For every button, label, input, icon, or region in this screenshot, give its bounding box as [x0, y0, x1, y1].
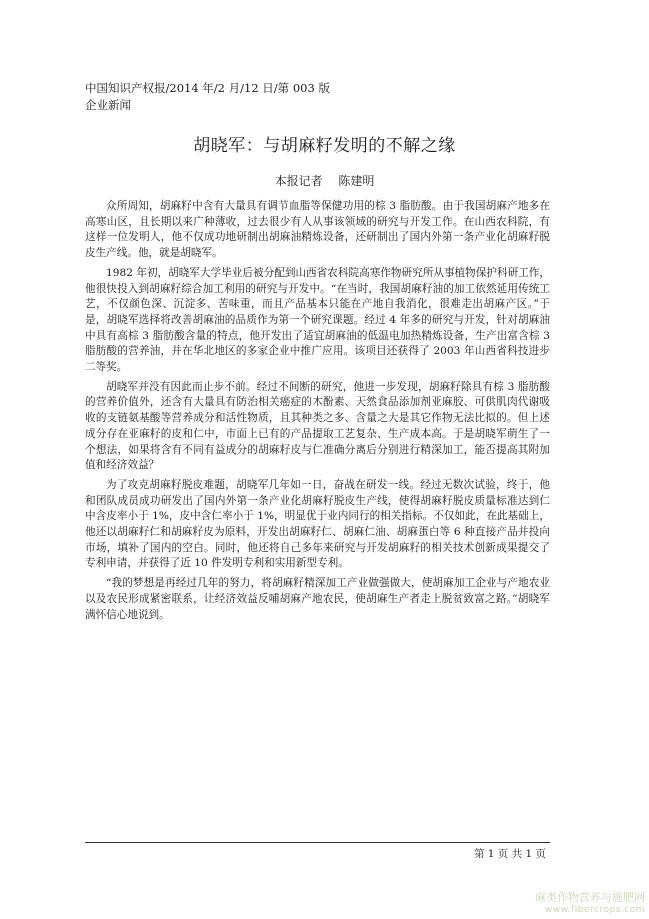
- page-number: 第 1 页 共 1 页: [473, 848, 546, 860]
- paragraph: 1982 年初，胡晓军大学毕业后被分配到山西省农科院高寒作物研究所从事植物保护科研工作，他很快投入到胡麻籽综合加工利用的研究与开发中。“在当时，我国胡麻籽油的加工依然延用传统工艺，不仅颜色深、沉淀多、苦味重，而且产品基本只能在产地自我消化，很难走出胡麻产区。”于是，胡晓军选择将改善胡麻油的品质作为第一个研究课题。经过 4 年多的研究与开发，针对胡麻油中具有高棕 3 脂肪酸含量的特点，他开发出了适宜胡麻油的低温电加热精炼设备，生产出富含棕 3 脂肪酸的营养油，并在华北地区的多家企业中推广应用。该项目还获得了 2003 年山西省科技进步二等奖。: [85, 266, 550, 374]
- watermark-url: www.fibercrops.com: [545, 905, 645, 915]
- publication-line: 中国知识产权报/2014 年/2 月/12 日/第 003 版: [85, 81, 330, 95]
- source-info: [85, 80, 330, 114]
- paragraph: “我的梦想是再经过几年的努力，将胡麻籽精深加工产业做强做大，使胡麻加工企业与产地农业以及农民形成紧密联系，让经济效益反哺胡麻产地农民，使胡麻生产者走上脱贫致富之路。”胡晓军满怀信心地说到。: [85, 577, 550, 621]
- paragraph: 为了攻克胡麻籽脱皮难题，胡晓军几年如一日，奋战在研发一线。经过无数次试验，终于，他和团队成员成功研发出了国内外第一条产业化胡麻籽脱皮生产线，使得胡麻籽脱皮质量标准达到仁中含皮率小于 1%，皮中含仁率小于 1%，明显优于业内同行的相关指标。不仅如此，在此基础上，他还以胡麻籽仁和胡麻籽皮为原料，开发出胡麻籽仁、胡麻仁油、胡麻蛋白等 6 种直接产品并投向市场，填补了国内的空白。同时，他还将自己多年来研究与开发胡麻籽的相关技术创新成果提交了专利申请，并获得了近 10 件发明专利和实用新型专利。: [85, 478, 550, 570]
- paragraph: 胡晓军并没有因此而止步不前。经过不间断的研究，他进一步发现，胡麻籽除具有棕 3 脂肪酸的营养价值外，还含有大量具有防治相关癌症的木酚素、天然食品添加剂亚麻胶、可供肌肉代谢吸收的支链氨基酸等营养成分和活性物质，且其种类之多、含量之大是其它作物无法比拟的。但上述成分存在亚麻籽的皮和仁中，市面上已有的产品提取工艺复杂、生产成本高。于是胡晓军萌生了一个想法，如果将含有不同有益成分的胡麻籽皮与仁准确分离后分别进行精深加工，能否提高其附加值和经济效益？: [85, 380, 550, 472]
- footer-divider: [85, 842, 550, 843]
- paragraph: 众所周知，胡麻籽中含有大量具有调节血脂等保健功用的棕 3 脂肪酸。由于我国胡麻产地多在高寒山区，且长期以来广种薄收，过去很少有人从事该领域的研究与开发工作。在山西农科院，有这样一位发明人，他不仅成功地研制出胡麻油精炼设备，还研制出了国内外第一条产业化胡麻籽脱皮生产线。他，就是胡晓军。: [85, 200, 550, 260]
- article-title: 胡晓军：与胡麻籽发明的不解之缘: [193, 136, 456, 156]
- section-name: 企业新闻: [85, 98, 131, 112]
- article-byline: 本报记者 陈建明: [274, 174, 375, 188]
- watermark: [535, 892, 645, 916]
- article-body: [85, 199, 550, 627]
- watermark-text: 麻类作物营养与施肥网: [535, 891, 645, 904]
